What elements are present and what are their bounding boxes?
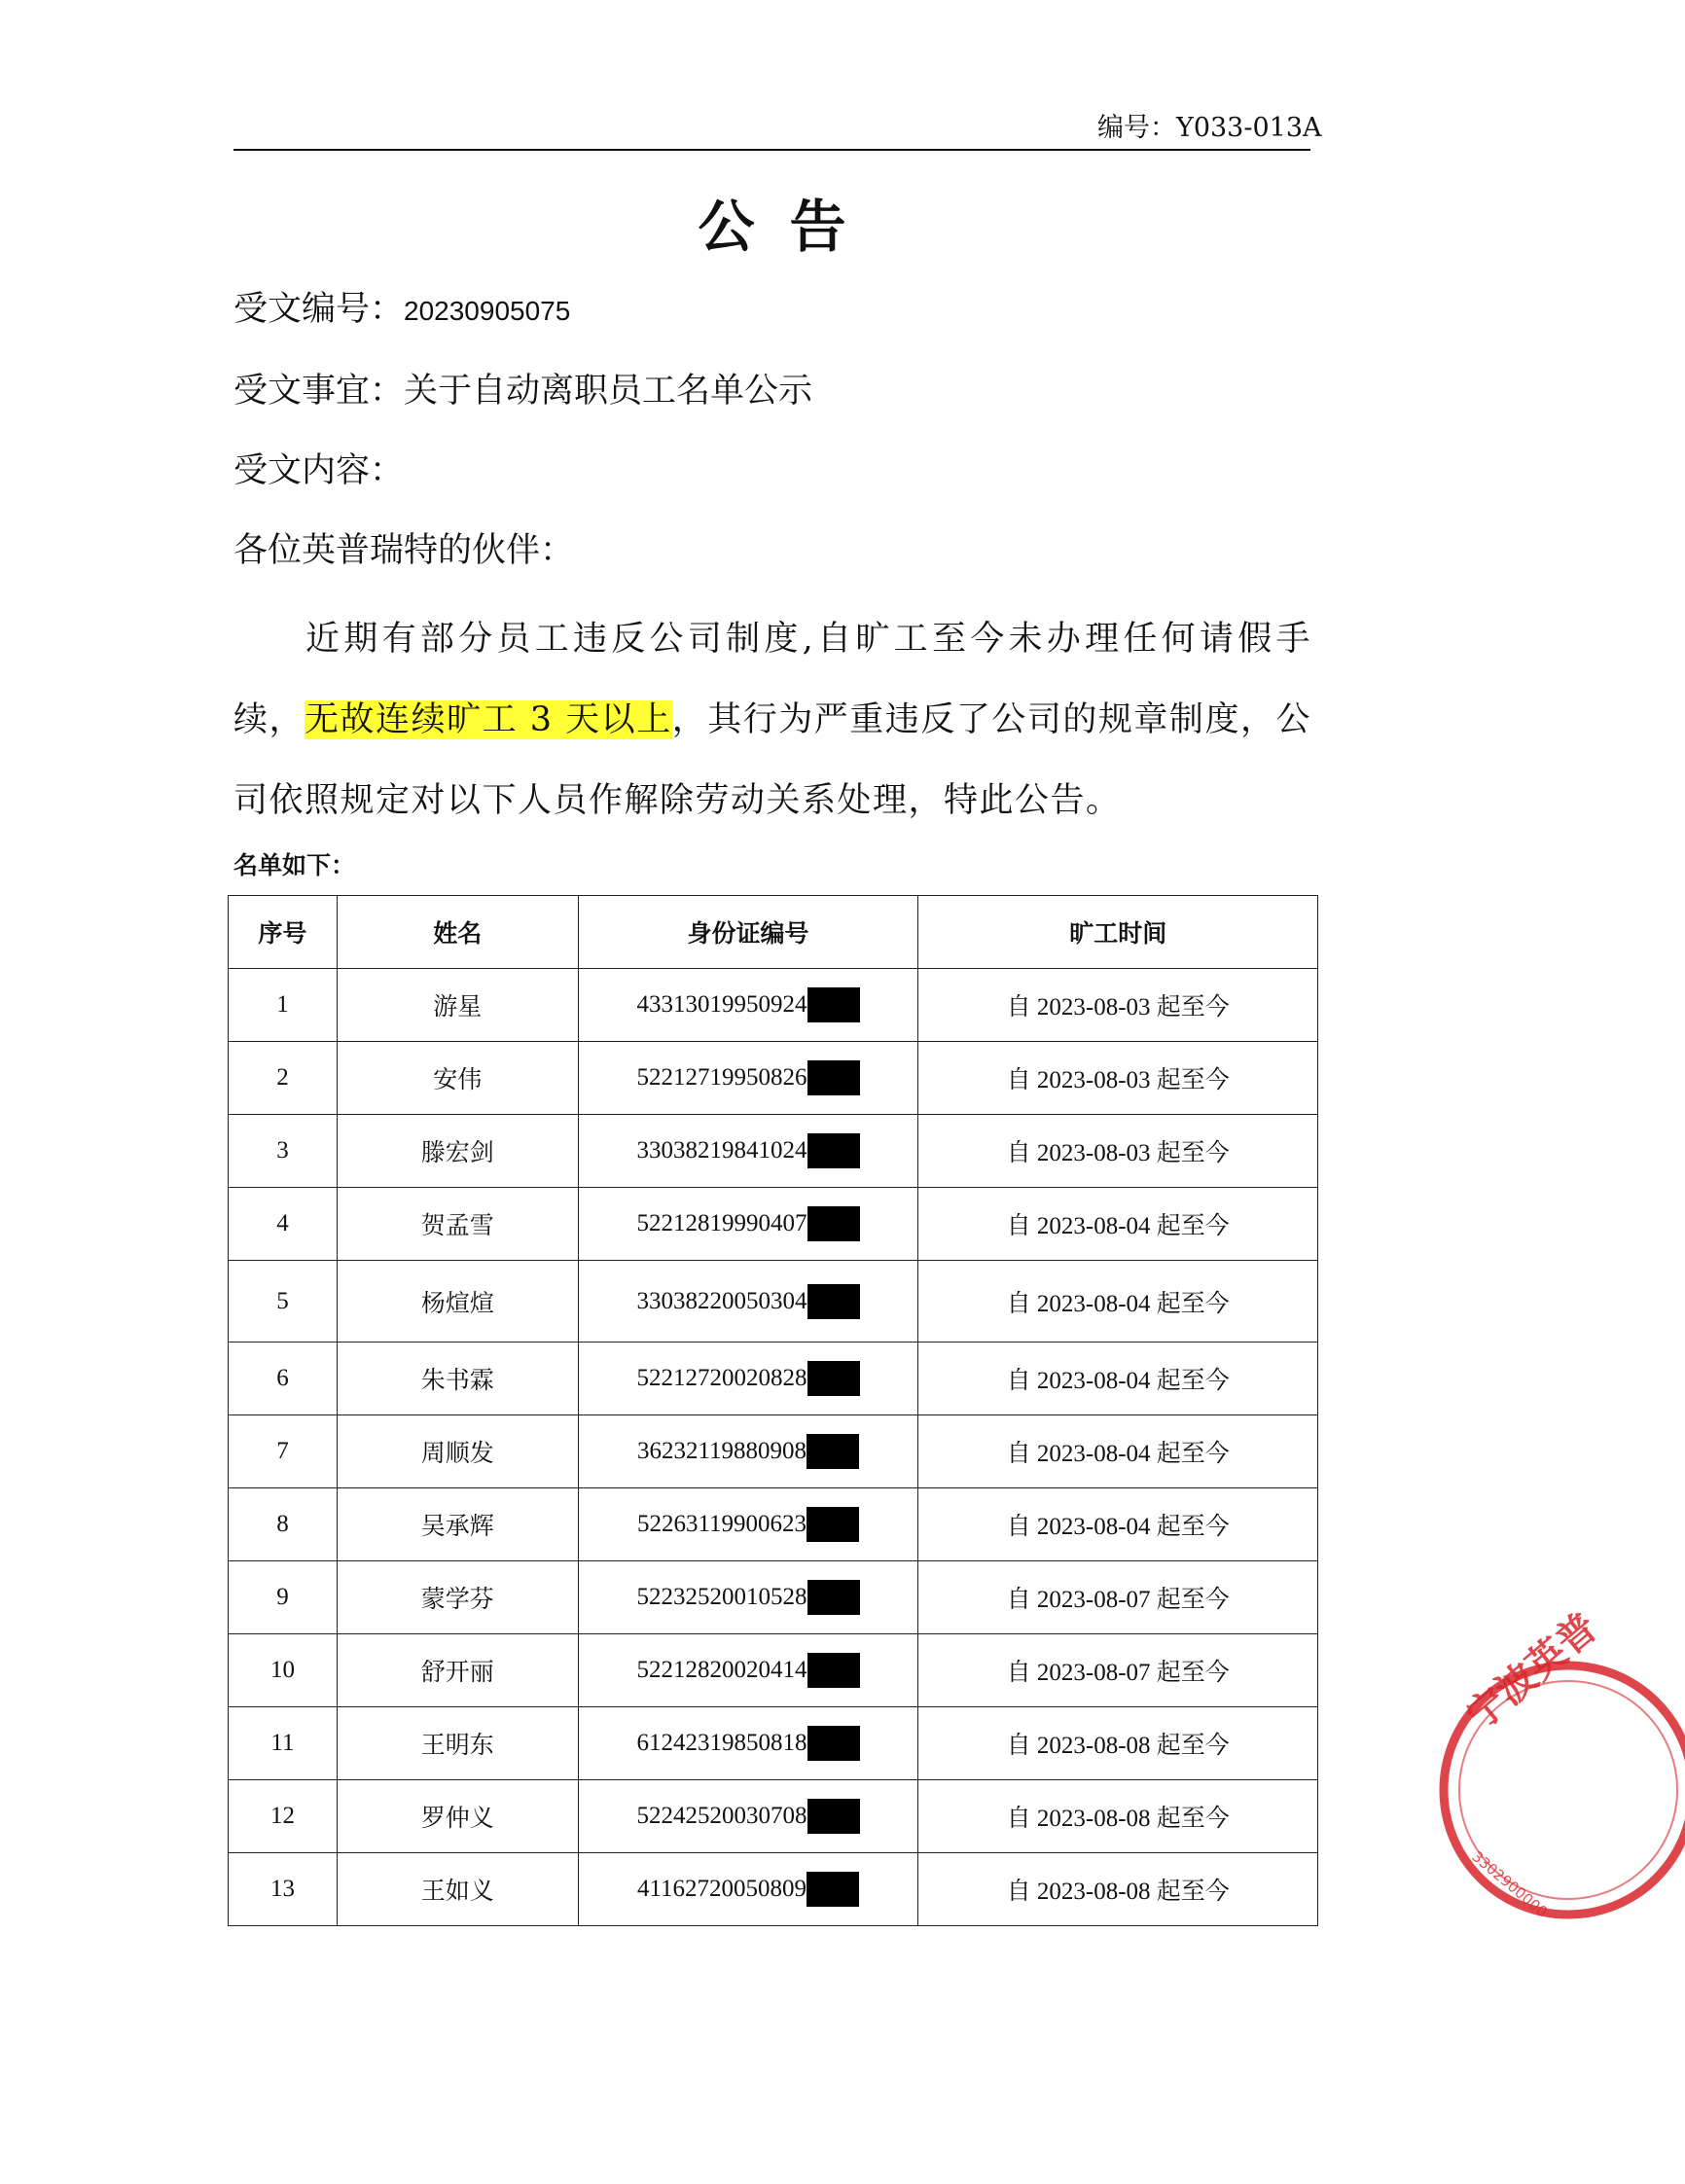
header-rule	[233, 149, 1310, 151]
employee-name: 杨煊煊	[337, 1261, 578, 1343]
list-label: 名单如下：	[233, 851, 356, 879]
table-row	[229, 1634, 1318, 1707]
employee-name: 蒙学芬	[337, 1561, 578, 1634]
header-id: 身份证编号	[578, 896, 918, 969]
table-row	[229, 969, 1318, 1042]
reference-number-label: 受文编号：	[233, 290, 405, 329]
absence-date: 自 2023-08-08 起至今	[918, 1853, 1318, 1926]
announcement-body	[233, 599, 1311, 841]
id-number: 33038219841024	[636, 1137, 807, 1164]
absence-date: 自 2023-08-08 起至今	[918, 1707, 1318, 1780]
id-number: 33038220050304	[636, 1287, 807, 1314]
row-number: 13	[229, 1853, 338, 1926]
absence-date: 自 2023-08-04 起至今	[918, 1188, 1318, 1261]
redaction-block	[807, 1872, 859, 1907]
redaction-block	[807, 1206, 860, 1241]
row-number: 3	[229, 1115, 338, 1188]
body-text-part1: 近期有部分员工违反公司制度,自旷工至今未办理任何请假手续，	[233, 620, 1311, 739]
redaction-block	[807, 987, 860, 1022]
id-number-cell	[578, 1343, 918, 1415]
reference-number-row	[233, 286, 570, 335]
absence-date: 自 2023-08-04 起至今	[918, 1343, 1318, 1415]
id-number-cell	[578, 1188, 918, 1261]
id-number: 52212720020828	[636, 1365, 807, 1391]
id-number: 43313019950924	[636, 991, 807, 1018]
id-number: 52232520010528	[636, 1584, 807, 1610]
body-text-part2: ，其行为严重违反了公司的规章制度，公司依照规定对以下人员作解除劳动关系处理，特此公告。	[233, 700, 1311, 820]
table-body	[229, 969, 1318, 1926]
absence-date: 自 2023-08-08 起至今	[918, 1780, 1318, 1853]
row-number: 1	[229, 969, 338, 1042]
redaction-block	[807, 1133, 860, 1168]
table-row	[229, 1115, 1318, 1188]
employee-name: 王明东	[337, 1707, 578, 1780]
redaction-block	[807, 1799, 860, 1834]
redaction-block	[807, 1507, 859, 1542]
employee-table	[228, 895, 1318, 1926]
table-row	[229, 1343, 1318, 1415]
redaction-block	[807, 1284, 860, 1319]
company-seal	[1432, 1604, 1685, 1965]
id-number: 52212719950826	[636, 1064, 807, 1091]
subject-label: 受文事宜：	[233, 372, 405, 411]
employee-name: 舒开丽	[337, 1634, 578, 1707]
redaction-block	[807, 1361, 860, 1396]
table-row	[229, 1488, 1318, 1561]
employee-name: 王如义	[337, 1853, 578, 1926]
employee-name: 游星	[337, 969, 578, 1042]
header-no: 序号	[229, 896, 338, 969]
content-row	[233, 448, 404, 494]
table-row	[229, 1561, 1318, 1634]
row-number: 12	[229, 1780, 338, 1853]
document-number: 编号：Y033-013A	[1097, 113, 1322, 143]
row-number: 6	[229, 1343, 338, 1415]
id-number-cell	[578, 1707, 918, 1780]
redaction-block	[807, 1653, 860, 1688]
table-row	[229, 1780, 1318, 1853]
seal-text: 宁波英普	[1457, 1604, 1606, 1739]
absence-date: 自 2023-08-04 起至今	[918, 1261, 1318, 1343]
id-number: 52263119900623	[636, 1511, 807, 1537]
redaction-block	[807, 1060, 860, 1095]
header-date: 旷工时间	[918, 896, 1318, 969]
id-number: 52212820020414	[636, 1657, 807, 1683]
absence-date: 自 2023-08-03 起至今	[918, 1042, 1318, 1115]
table-row	[229, 1707, 1318, 1780]
employee-name: 周顺发	[337, 1415, 578, 1488]
id-number-cell	[578, 1042, 918, 1115]
table-row	[229, 1853, 1318, 1926]
absence-date: 自 2023-08-03 起至今	[918, 969, 1318, 1042]
seal-code: 3302900000	[1468, 1847, 1552, 1921]
id-number: 52242520030708	[636, 1803, 807, 1829]
id-number-cell	[578, 1780, 918, 1853]
greeting: 各位英普瑞特的伙伴：	[233, 531, 575, 570]
row-number: 4	[229, 1188, 338, 1261]
id-number: 52212819990407	[636, 1210, 807, 1236]
id-number-cell	[578, 1634, 918, 1707]
id-number-cell	[578, 969, 918, 1042]
subject-row	[233, 368, 812, 414]
row-number: 11	[229, 1707, 338, 1780]
highlighted-text: 无故连续旷工 3 天以上	[305, 700, 672, 739]
id-number-cell	[578, 1853, 918, 1926]
id-number-cell	[578, 1488, 918, 1561]
id-number-cell	[578, 1415, 918, 1488]
absence-date: 自 2023-08-07 起至今	[918, 1561, 1318, 1634]
absence-date: 自 2023-08-04 起至今	[918, 1488, 1318, 1561]
row-number: 10	[229, 1634, 338, 1707]
header-name: 姓名	[337, 896, 578, 969]
subject-value: 关于自动离职员工名单公示	[404, 372, 813, 411]
content-label: 受文内容：	[233, 451, 405, 490]
id-number-cell	[578, 1115, 918, 1188]
row-number: 5	[229, 1261, 338, 1343]
table-row	[229, 1261, 1318, 1343]
page-title: 公告	[698, 194, 881, 260]
table-row	[229, 1042, 1318, 1115]
employee-name: 罗仲义	[337, 1780, 578, 1853]
row-number: 8	[229, 1488, 338, 1561]
absence-date: 自 2023-08-07 起至今	[918, 1634, 1318, 1707]
redaction-block	[807, 1434, 859, 1469]
employee-name: 滕宏剑	[337, 1115, 578, 1188]
id-number: 41162720050809	[636, 1876, 807, 1902]
employee-name: 安伟	[337, 1042, 578, 1115]
id-number: 36232119880908	[636, 1438, 807, 1464]
redaction-block	[807, 1726, 860, 1761]
row-number: 2	[229, 1042, 338, 1115]
employee-name: 贺孟雪	[337, 1188, 578, 1261]
employee-name: 吴承辉	[337, 1488, 578, 1561]
table-row	[229, 1415, 1318, 1488]
employee-name: 朱书霖	[337, 1343, 578, 1415]
id-number-cell	[578, 1261, 918, 1343]
table-header-row	[229, 896, 1318, 969]
row-number: 9	[229, 1561, 338, 1634]
absence-date: 自 2023-08-04 起至今	[918, 1415, 1318, 1488]
id-number-cell	[578, 1561, 918, 1634]
row-number: 7	[229, 1415, 338, 1488]
absence-date: 自 2023-08-03 起至今	[918, 1115, 1318, 1188]
redaction-block	[807, 1580, 860, 1615]
table-row	[229, 1188, 1318, 1261]
reference-number-value: 20230905075	[404, 296, 571, 326]
id-number: 61242319850818	[636, 1730, 807, 1756]
